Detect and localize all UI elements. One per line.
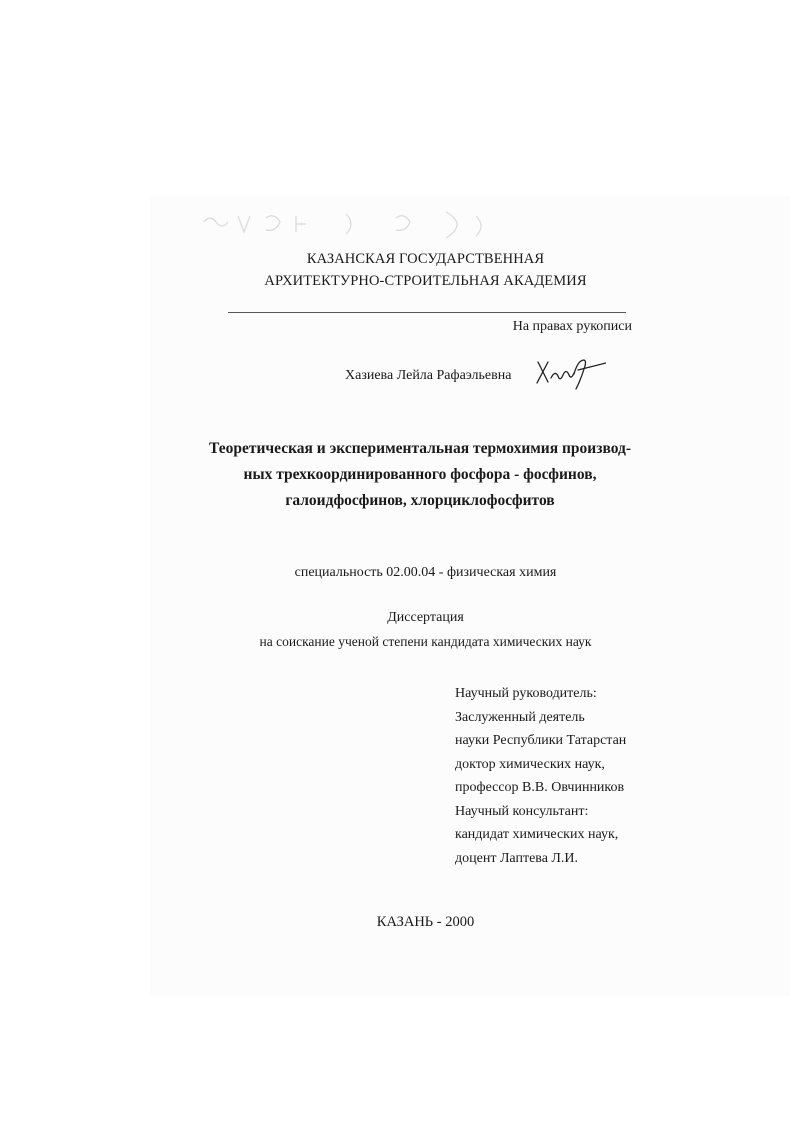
advisors-block xyxy=(455,682,626,870)
consultant-line: Научный консультант: xyxy=(455,803,589,819)
handwritten-signature xyxy=(534,352,606,390)
dissertation-title xyxy=(200,436,640,514)
dissertation-label: Диссертация xyxy=(387,610,464,625)
advisor-line: Заслуженный деятель xyxy=(455,709,585,725)
faint-stamp xyxy=(196,204,496,244)
advisor-line: науки Республики Татарстан xyxy=(455,733,627,748)
consultant-line: кандидат химических наук, xyxy=(455,827,619,842)
header-divider xyxy=(228,312,626,313)
scan-background xyxy=(150,196,790,996)
advisor-line: Научный руководитель: xyxy=(455,686,597,701)
specialty: специальность 02.00.04 - физическая химия xyxy=(294,565,557,580)
institution-line-1: КАЗАНСКАЯ ГОСУДАРСТВЕННАЯ xyxy=(306,251,545,267)
advisor-line: профессор В.В. Овчинников xyxy=(455,780,625,795)
advisor-line: доктор химических наук, xyxy=(455,756,605,772)
title-line-3: галоидфосфинов, хлорциклофосфитов xyxy=(285,492,555,509)
city-year: КАЗАНЬ - 2000 xyxy=(376,914,475,930)
author-name: Хазиева Лейла Рафаэльевна xyxy=(345,368,512,383)
consultant-line: доцент Лаптева Л.И. xyxy=(455,850,579,866)
title-line-1: Теоретическая и экспериментальная термохимия производ- xyxy=(208,440,632,457)
institution-line-2: АРХИТЕКТУРНО-СТРОИТЕЛЬНАЯ АКАДЕМИЯ xyxy=(264,273,587,289)
degree-statement: на соискание ученой степени кандидата химических наук xyxy=(259,634,592,649)
manuscript-rights-note: На правах рукописи xyxy=(512,319,632,334)
title-line-2: ных трехкоординированного фосфора - фосфинов, xyxy=(243,466,597,483)
